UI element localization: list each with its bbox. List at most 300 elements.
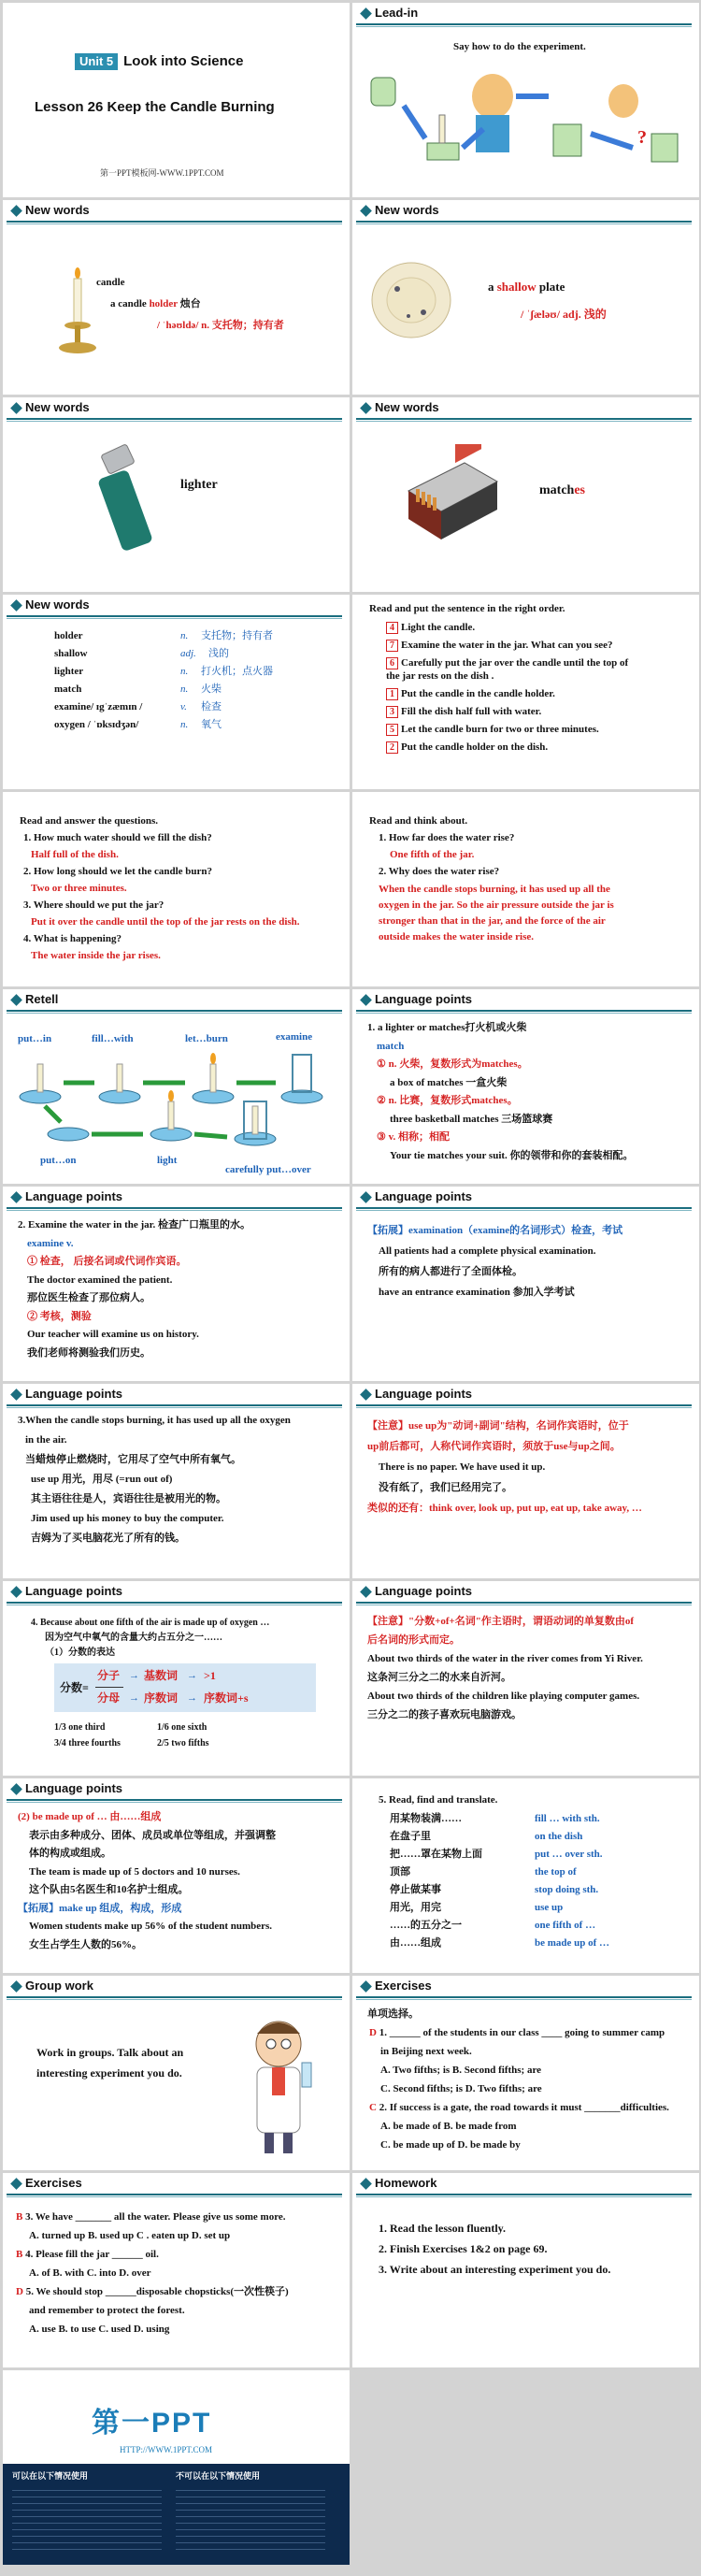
text-line — [29, 1883, 189, 1896]
line-text: put … over sth. — [535, 1849, 603, 1860]
line-text: A. Two fifths; is B. Second fifths; are — [380, 2065, 542, 2076]
question: 2. Why does the water rise? — [379, 866, 500, 877]
slide-header — [3, 595, 350, 617]
text-line — [367, 1224, 622, 1237]
unit-heading — [75, 53, 243, 70]
slide-header — [3, 200, 350, 223]
line-text: 女生占学生人数的56%。 — [29, 1938, 142, 1950]
line-text: on the dish — [535, 1831, 583, 1842]
line-text: 【拓展】examination（examine的名词形式）检查，考试 — [367, 1225, 623, 1236]
line-text: Two or three minutes. — [31, 883, 127, 894]
text-line — [27, 1346, 150, 1360]
line-text: About two thirds of the children like playing computer games. — [367, 1691, 640, 1702]
text-line — [535, 1883, 598, 1896]
order-item — [386, 723, 599, 736]
order-item — [386, 639, 613, 652]
lesson-title: Lesson 26 Keep the Candle Burning — [35, 99, 275, 115]
slide-order-sentences[interactable] — [352, 595, 699, 789]
line-text: There is no paper. We have used it up. — [379, 1461, 546, 1473]
text-line — [29, 1865, 240, 1878]
text-line — [379, 1461, 545, 1474]
slide-header — [3, 1976, 350, 1998]
answer-letter: B — [16, 2211, 26, 2223]
step-label: light — [157, 1155, 178, 1166]
slide-heading: New words — [25, 400, 90, 414]
order-number: 2 — [386, 741, 398, 754]
retell-flow-diagram — [3, 1045, 350, 1162]
slide-header — [3, 1384, 350, 1406]
svg-text:?: ? — [637, 127, 647, 148]
answer-line: stronger than that in the jar, and the force of the air — [379, 915, 606, 927]
diamond-icon — [360, 1389, 372, 1401]
slide-header — [3, 989, 350, 1012]
line-text: 吉姆为了买电脑花光了所有的钱。 — [31, 1533, 185, 1544]
line-text: 这条河三分之二的水来自沂河。 — [367, 1672, 511, 1683]
line-text: ③ v. 相称；相配 — [377, 1131, 451, 1143]
ordinal-label: 序数词 — [144, 1691, 179, 1705]
terms-left-title: 可以在以下情况使用 — [12, 2471, 89, 2481]
line-text: Put it over the candle until the top of the jar rests on the dish. — [31, 916, 300, 928]
slide-heading: New words — [25, 597, 90, 612]
slide-lp-match[interactable] — [352, 989, 699, 1184]
text-line — [27, 1291, 150, 1304]
exercise-title: Read and think about. — [369, 815, 468, 827]
step-label: put…in — [18, 1033, 52, 1044]
line-text: 1. ______ of the students in our class ____ going to summer camp — [379, 2027, 665, 2038]
order-number: 1 — [386, 688, 398, 700]
text-line — [535, 1901, 563, 1914]
slide-new-word-holder[interactable] — [3, 200, 350, 395]
diamond-icon — [360, 1980, 372, 1993]
pos-cell: adj. — [180, 648, 196, 659]
line-text: 用光，用完 — [390, 1902, 441, 1913]
slide-heading: Language points — [25, 1584, 122, 1598]
text-line — [31, 848, 119, 861]
meaning-cell: 火柴 — [201, 684, 222, 695]
matchbox-image — [399, 444, 502, 547]
slide-word-list[interactable] — [3, 595, 350, 789]
pronunciation: / ˈhəʊldə/ — [157, 320, 199, 331]
slide-heading: Language points — [25, 1387, 122, 1401]
diamond-icon — [10, 2178, 22, 2190]
text-line — [29, 2323, 169, 2336]
terms-right-title: 不可以在以下情况使用 — [176, 2471, 261, 2481]
word-candle: candle — [96, 277, 125, 288]
text-line — [377, 1040, 404, 1053]
line-text: 1. How much water should we fill the dish? — [23, 832, 212, 843]
slide-group-work[interactable] — [3, 1976, 350, 2170]
line-text: and remember to protect the forest. — [29, 2305, 185, 2316]
arrow-icon: → — [129, 1670, 139, 1681]
line-text: the top of — [535, 1866, 577, 1878]
slide-new-word-lighter[interactable] — [3, 397, 350, 592]
text-line — [16, 2248, 159, 2261]
word-cell: lighter — [54, 666, 84, 677]
text-line — [31, 1473, 172, 1486]
text-line — [377, 1094, 518, 1107]
slide-answer-questions[interactable] — [3, 792, 350, 986]
text-line — [16, 2285, 289, 2298]
slide-homework[interactable] — [352, 2173, 699, 2367]
cardinal-label: 基数词 — [144, 1669, 179, 1682]
sentence: Light the candle. — [401, 622, 476, 633]
fraction-bar — [95, 1687, 123, 1688]
homework-item: 2. Finish Exercises 1&2 on page 69. — [379, 2242, 548, 2255]
line-text: be made up of … — [535, 1937, 610, 1949]
phrase-shallow-plate — [488, 281, 565, 294]
order-number: 7 — [386, 640, 398, 652]
line-text: 我们老师将测验我们历史。 — [27, 1346, 150, 1359]
text-segment: a candle — [110, 298, 150, 309]
sentence: Put the candle holder on the dish. — [401, 741, 549, 753]
line-text: 2. If success is a gate, the road towards it must _______difficulties. — [379, 2102, 669, 2113]
answer-line: When the candle stops burning, it has used up all the — [379, 884, 610, 895]
text-line — [31, 949, 161, 962]
slide-header — [352, 1581, 699, 1604]
slide-header — [352, 3, 699, 25]
text-line — [369, 2101, 669, 2114]
text-line — [367, 1652, 643, 1665]
slide-lp-use-up-note[interactable] — [352, 1384, 699, 1578]
slide-header — [352, 989, 699, 1012]
text-line — [16, 2210, 286, 2223]
terms-panel — [3, 2464, 350, 2565]
text-line — [390, 1883, 441, 1896]
text-line — [31, 1492, 226, 1505]
text-line — [367, 2008, 419, 2021]
text-line — [29, 2229, 230, 2242]
line-text: 三分之二的孩子喜欢玩电脑游戏。 — [367, 1709, 522, 1720]
sentence: Put the candle in the candle holder. — [401, 688, 555, 699]
word-lighter: lighter — [180, 478, 218, 492]
logo-text: 第一PPT — [92, 2408, 212, 2439]
diamond-icon — [10, 1586, 22, 1598]
text-line — [29, 1938, 142, 1951]
sentence: Carefully put the jar over the candle until the top of — [401, 657, 629, 669]
slide-heading: Exercises — [25, 2176, 82, 2190]
text-line — [380, 2045, 472, 2058]
exercise-title: 5. Read, find and translate. — [379, 1794, 498, 1806]
order-item — [386, 621, 475, 634]
line-text: 3. We have _______ all the water. Please give us some more. — [25, 2211, 286, 2223]
line-text: A. use B. to use C. used D. using — [29, 2324, 170, 2335]
line-text: 3.When the candle stops burning, it has used up all the oxygen — [18, 1415, 291, 1426]
line-text: (2) be made up of … 由……组成 — [18, 1811, 162, 1822]
fraction-example: 3/4 three fourths — [54, 1738, 121, 1749]
line-text: 单项选择。 — [367, 2008, 419, 2020]
text-line — [535, 1812, 600, 1825]
line-text: 2. How long should we let the candle burn? — [23, 866, 212, 877]
sentence: Fill the dish half full with water. — [401, 706, 542, 717]
line-text: Jim used up his money to buy the computer. — [31, 1513, 224, 1524]
diamond-icon — [360, 402, 372, 414]
line-text: Your tie matches your suit. 你的领带和你的套装相配。 — [390, 1149, 634, 1161]
word-cell: shallow — [54, 648, 88, 659]
sentence: Let the candle burn for two or three minutes. — [401, 724, 599, 735]
line-text: 把……罩在某物上面 — [390, 1849, 482, 1860]
line-text: examine v. — [27, 1237, 74, 1249]
line-text: Women students make up 56% of the student numbers. — [29, 1921, 273, 1932]
pos-cell: n. — [180, 666, 189, 677]
slide-new-word-shallow[interactable] — [352, 200, 699, 395]
logo-url: HTTP://WWW.1PPT.COM — [120, 2445, 213, 2454]
slide-new-word-matches[interactable] — [352, 397, 699, 592]
slide-lead-in[interactable] — [352, 3, 699, 197]
slide-header — [352, 200, 699, 223]
text-line — [377, 1058, 528, 1071]
text-line — [29, 1829, 276, 1842]
highlighted-suffix: es — [574, 483, 585, 497]
instruction-text: Say how to do the experiment. — [453, 41, 586, 52]
text-line — [23, 932, 122, 945]
text-line — [379, 1265, 522, 1278]
diamond-icon — [10, 994, 22, 1006]
slide-header — [3, 397, 350, 420]
slide-lp-use-up[interactable] — [3, 1384, 350, 1578]
slide-heading: Retell — [25, 992, 59, 1006]
exercise-title: Read and put the sentence in the right order. — [369, 603, 565, 614]
slide-header — [352, 397, 699, 420]
fraction-label: 分数= — [60, 1681, 89, 1694]
text-line — [535, 1848, 603, 1861]
slide-heading: Language points — [375, 1584, 472, 1598]
diamond-icon — [10, 205, 22, 217]
line-text: A. turned up B. used up C . eaten up D. set up — [29, 2230, 231, 2241]
slide-heading: Language points — [25, 1189, 122, 1203]
point-line: 4. Because about one fifth of the air is made up of oxygen … — [31, 1618, 270, 1628]
text-line — [367, 1615, 634, 1628]
text-line — [367, 1502, 642, 1515]
slide-heading: Group work — [25, 1979, 93, 1993]
line-text: C. Second fifths; is D. Two fifths; are — [380, 2083, 542, 2094]
line-text: 表示由多种成分、团体、成员或单位等组成，并强调整 — [29, 1829, 276, 1841]
text-line — [367, 1440, 621, 1453]
text-line — [367, 1633, 460, 1647]
slide-lp-examine[interactable] — [3, 1187, 350, 1381]
text-line — [18, 1902, 181, 1915]
order-item — [386, 705, 541, 718]
order-number: 5 — [386, 724, 398, 736]
text-line — [27, 1328, 199, 1341]
line-text: 当蜡烛停止燃烧时，它用尽了空气中所有氧气。 — [25, 1454, 241, 1465]
line-text: The doctor examined the patient. — [27, 1274, 173, 1286]
text-line — [390, 1901, 441, 1914]
slide-exercises-1[interactable] — [352, 1976, 699, 2170]
slide-header — [3, 1187, 350, 1209]
text-line — [23, 899, 164, 912]
text-line — [31, 1532, 185, 1545]
line-text: 【拓展】make up 组成，构成，形成 — [18, 1902, 182, 1914]
slide-heading: Homework — [375, 2176, 437, 2190]
slide-heading: New words — [375, 203, 439, 217]
pronunciation: / ˈʃæləʊ/ — [521, 308, 561, 321]
slide-heading: Lead-in — [375, 6, 419, 20]
text-line — [23, 831, 212, 844]
slide-think-about[interactable] — [352, 792, 699, 986]
slide-header — [3, 1778, 350, 1801]
pron-line — [521, 308, 607, 321]
answer-letter: C — [369, 2102, 379, 2113]
diamond-icon — [360, 1586, 372, 1598]
text-line — [390, 1865, 410, 1878]
line-text: 由……组成 — [390, 1937, 441, 1949]
gt-label: >1 — [204, 1669, 216, 1682]
ordinal-plural-label: 序数词+s — [204, 1691, 249, 1705]
line-text: 3. Where should we put the jar? — [23, 899, 165, 911]
text-line — [390, 1848, 482, 1861]
text-line — [367, 1419, 629, 1432]
pos-cell: n. — [180, 630, 189, 641]
text-line — [380, 2082, 542, 2095]
text-line — [27, 1274, 172, 1287]
order-number: 4 — [386, 622, 398, 634]
line-text: use up — [535, 1902, 564, 1913]
line-text: 4. Please fill the jar ______ oil. — [25, 2249, 159, 2260]
answer-letter: D — [369, 2027, 379, 2038]
slide-header — [352, 1384, 699, 1406]
word-cell: oxygen / ˈɒksɪdʒən/ — [54, 719, 139, 730]
scientist-illustration — [236, 2011, 330, 2161]
slide-credits[interactable] — [3, 2370, 350, 2565]
meaning: n. 支托物；持有者 — [201, 320, 284, 331]
unit-title: Look into Science — [123, 53, 244, 69]
text-line — [18, 1414, 291, 1427]
fraction-example: 2/5 two fifths — [157, 1738, 209, 1749]
line-text: The team is made up of 5 doctors and 10 nurses. — [29, 1865, 240, 1878]
line-text: The water inside the jar rises. — [31, 950, 161, 961]
line-text: in the air. — [25, 1434, 67, 1446]
text-segment: 烛台 — [177, 298, 201, 309]
text-line — [29, 1920, 272, 1933]
highlighted-word: shallow — [496, 280, 536, 294]
line-text: fill … with sth. — [535, 1813, 600, 1824]
slide-exercises-2[interactable] — [3, 2173, 350, 2367]
point-line: 因为空气中氧气的含量大约占五分之一…… — [45, 1633, 222, 1643]
diamond-icon — [10, 402, 22, 414]
slide-lp-fraction-note[interactable] — [352, 1581, 699, 1776]
line-text: About two thirds of the water in the river comes from Yi River. — [367, 1653, 643, 1664]
slide-find-translate[interactable] — [352, 1778, 699, 1973]
diamond-icon — [360, 2178, 372, 2190]
meaning-cell: 检查 — [201, 701, 222, 712]
text-line — [390, 1830, 431, 1843]
text-line — [29, 1847, 111, 1860]
answer: One fifth of the jar. — [390, 849, 475, 860]
order-number: 6 — [386, 657, 398, 669]
plate-image — [369, 256, 453, 345]
order-number: 3 — [386, 706, 398, 718]
line-text: a box of matches 一盒火柴 — [390, 1076, 508, 1088]
line-text: up前后都可，人称代词作宾语时，须放于use与up之间。 — [367, 1441, 621, 1452]
slide-header — [3, 2173, 350, 2195]
text-line — [380, 2120, 517, 2133]
text-line — [535, 1919, 595, 1932]
slide-title[interactable] — [3, 3, 350, 197]
line-text: 1. a lighter or matches打火机或火柴 — [367, 1022, 527, 1033]
slide-header — [352, 1187, 699, 1209]
text-segment: match — [539, 483, 575, 497]
diamond-icon — [10, 1191, 22, 1203]
line-text: ① n. 火柴，复数形式为matches。 — [377, 1058, 528, 1070]
line-text: one fifth of … — [535, 1920, 596, 1931]
text-line — [390, 1113, 552, 1126]
line-text: 5. We should stop ______disposable chopsticks(一次性筷子) — [25, 2286, 289, 2297]
answer-line: outside makes the water inside rise. — [379, 931, 535, 943]
text-line — [379, 1481, 512, 1494]
answer-letter: B — [16, 2249, 26, 2260]
question: 1. How far does the water rise? — [379, 832, 515, 843]
line-text: three basketball matches 三场篮球赛 — [390, 1113, 553, 1125]
text-line — [390, 1076, 507, 1089]
homework-item: 1. Read the lesson fluently. — [379, 2222, 507, 2235]
text-line — [380, 2138, 521, 2151]
slide-retell[interactable] — [3, 989, 350, 1184]
line-text: 在盘子里 — [390, 1831, 431, 1842]
text-line — [29, 2304, 185, 2317]
meaning: adj. 浅的 — [563, 308, 607, 321]
text-line — [377, 1130, 450, 1144]
slide-lp-fractions[interactable] — [3, 1581, 350, 1776]
text-line — [367, 1708, 522, 1721]
line-text: 类似的还有：think over, look up, put up, eat up, take away, … — [367, 1503, 642, 1514]
line-text: use up 用光，用尽 (=run out of) — [31, 1474, 173, 1485]
line-text: 【注意】use up为"动词+副词"结构，名词作宾语时，位于 — [367, 1420, 629, 1432]
terms-left-lines — [12, 2484, 162, 2550]
line-text: 4. What is happening? — [23, 933, 122, 944]
line-text: C. be made up of D. be made by — [380, 2139, 521, 2151]
pos-cell: n. — [180, 684, 189, 695]
meaning-cell: 支托物；持有者 — [201, 630, 273, 641]
text-line — [25, 1453, 241, 1466]
experiment-illustration — [362, 59, 689, 190]
diamond-icon — [360, 994, 372, 1006]
slide-heading: New words — [375, 400, 439, 414]
task-line: interesting experiment you do. — [36, 2066, 182, 2080]
text-line — [390, 1919, 462, 1932]
text-line — [535, 1830, 582, 1843]
text-line — [379, 1245, 596, 1258]
slide-lp-made-up-of[interactable] — [3, 1778, 350, 1973]
line-text: stop doing sth. — [535, 1884, 599, 1895]
line-text: 没有纸了，我们已经用完了。 — [379, 1482, 512, 1493]
candle-holder-image — [54, 266, 101, 359]
text-line — [390, 1812, 462, 1825]
text-line — [380, 2064, 541, 2077]
arrow-icon: → — [187, 1670, 197, 1681]
word-matches — [539, 484, 585, 497]
text-segment: a — [488, 280, 497, 294]
text-line — [27, 1237, 74, 1250]
text-line — [27, 1255, 187, 1268]
slide-lp-examination[interactable] — [352, 1187, 699, 1381]
text-line — [27, 1310, 92, 1323]
word-cell: match — [54, 684, 82, 695]
slide-heading: New words — [25, 203, 90, 217]
text-line — [535, 1936, 609, 1950]
answer-letter: D — [16, 2286, 26, 2297]
step-label: fill…with — [92, 1033, 134, 1044]
word-cell: holder — [54, 630, 83, 641]
diamond-icon — [10, 599, 22, 612]
phrase-candle-holder — [110, 297, 201, 310]
line-text: All patients had a complete physical examination. — [379, 1245, 596, 1257]
line-text: 后名词的形式而定。 — [367, 1634, 460, 1646]
text-line — [367, 1021, 526, 1034]
slide-header — [3, 1581, 350, 1604]
text-line — [18, 1810, 161, 1823]
text-line — [369, 2026, 665, 2039]
text-line — [390, 1149, 634, 1162]
